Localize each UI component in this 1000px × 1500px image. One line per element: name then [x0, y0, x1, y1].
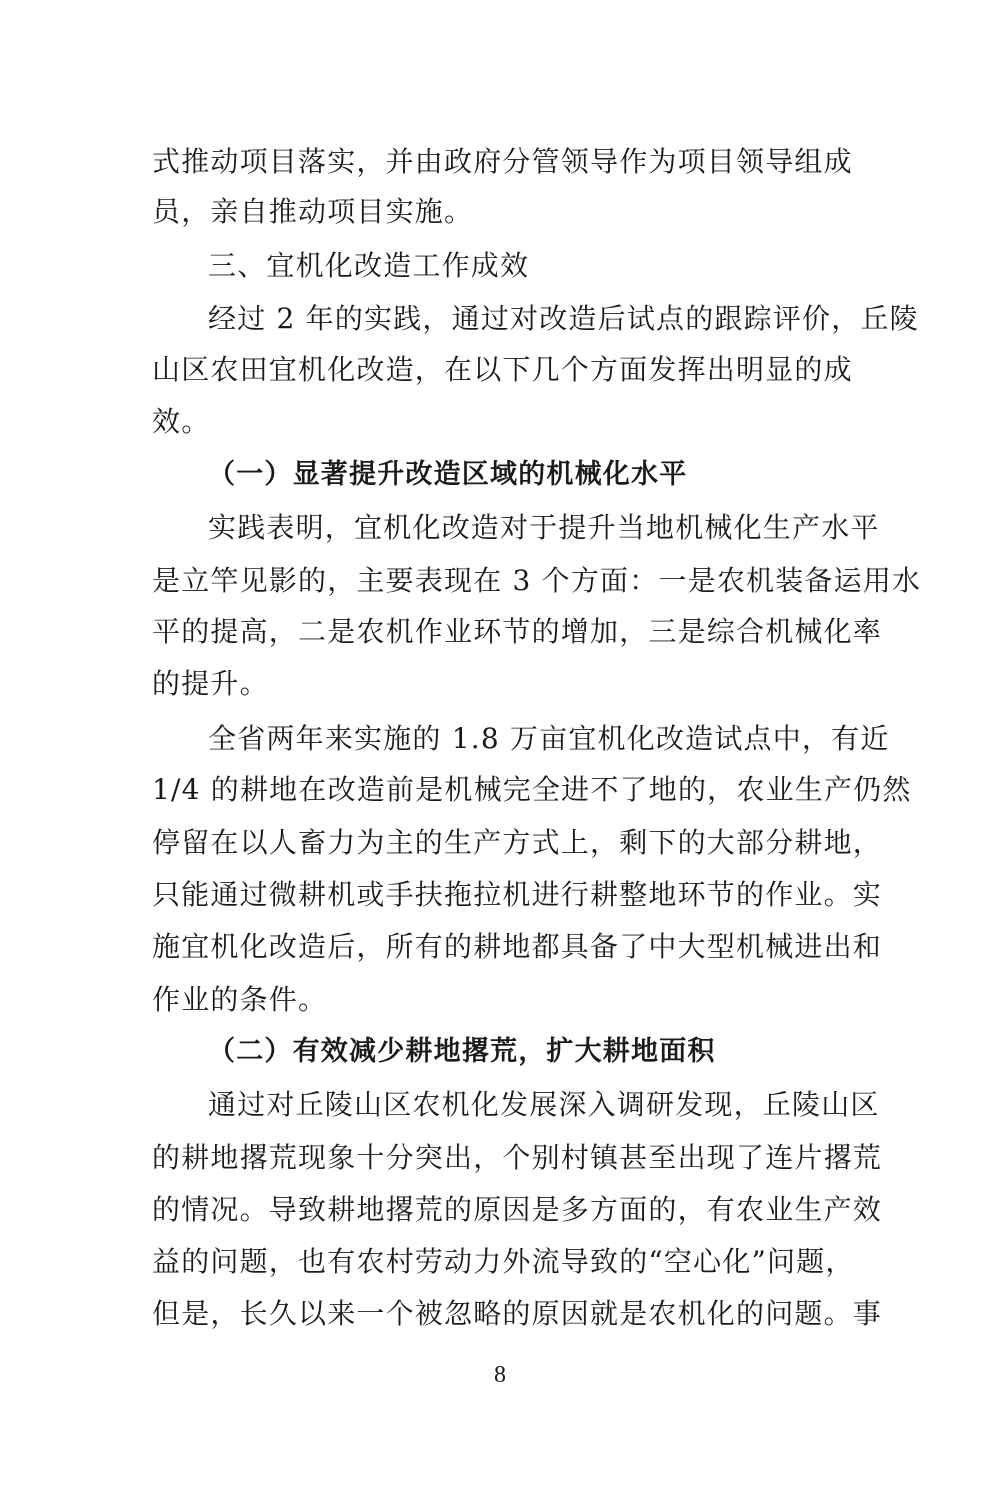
body-text-line: 平的提高，二是农机作业环节的增加，三是综合机械化率	[152, 615, 883, 648]
body-text-line: 的情况。导致耕地撂荒的原因是多方面的，有农业生产效	[152, 1193, 883, 1226]
body-text-line: 员，亲自推动项目实施。	[152, 195, 474, 228]
body-text-line: 作业的条件。	[152, 983, 328, 1016]
subsection-heading: （一）显著提升改造区域的机械化水平	[208, 459, 688, 490]
body-text-line: 效。	[152, 405, 211, 438]
body-text-line: 停留在以人畜力为主的生产方式上，剩下的大部分耕地，	[152, 826, 883, 859]
body-text-line: 通过对丘陵山区农机化发展深入调研发现，丘陵山区	[208, 1088, 880, 1121]
subsection-heading: （二）有效减少耕地撂荒，扩大耕地面积	[208, 1036, 716, 1067]
body-text-line: 的耕地撂荒现象十分突出，个别村镇甚至出现了连片撂荒	[152, 1141, 883, 1174]
body-text-line: 只能通过微耕机或手扶拖拉机进行耕整地环节的作业。实	[152, 878, 883, 911]
body-text-line: 1/4 的耕地在改造前是机械完全进不了地的，农业生产仍然	[152, 773, 912, 806]
body-text-line: 益的问题，也有农村劳动力外流导致的“空心化”问题，	[152, 1245, 855, 1278]
body-text-line: 的提升。	[152, 667, 269, 700]
body-text-line: 施宜机化改造后，所有的耕地都具备了中大型机械进出和	[152, 930, 883, 963]
body-text-line: 经过 2 年的实践，通过对改造后试点的跟踪评价，丘陵	[208, 302, 919, 335]
body-text-line: 但是，长久以来一个被忽略的原因就是农机化的问题。事	[152, 1297, 883, 1330]
body-text-line: 式推动项目落实，并由政府分管领导作为项目领导组成	[152, 145, 853, 178]
body-text-line: 全省两年来实施的 1.8 万亩宜机化改造试点中，有近	[208, 722, 890, 755]
page-number: 8	[494, 1362, 506, 1388]
body-text-line: 是立竿见影的，主要表现在 3 个方面：一是农机装备运用水	[152, 564, 922, 597]
body-text-line: 山区农田宜机化改造，在以下几个方面发挥出明显的成	[152, 353, 853, 386]
section-heading: 三、宜机化改造工作成效	[208, 249, 530, 282]
body-text-line: 实践表明，宜机化改造对于提升当地机械化生产水平	[208, 511, 880, 544]
